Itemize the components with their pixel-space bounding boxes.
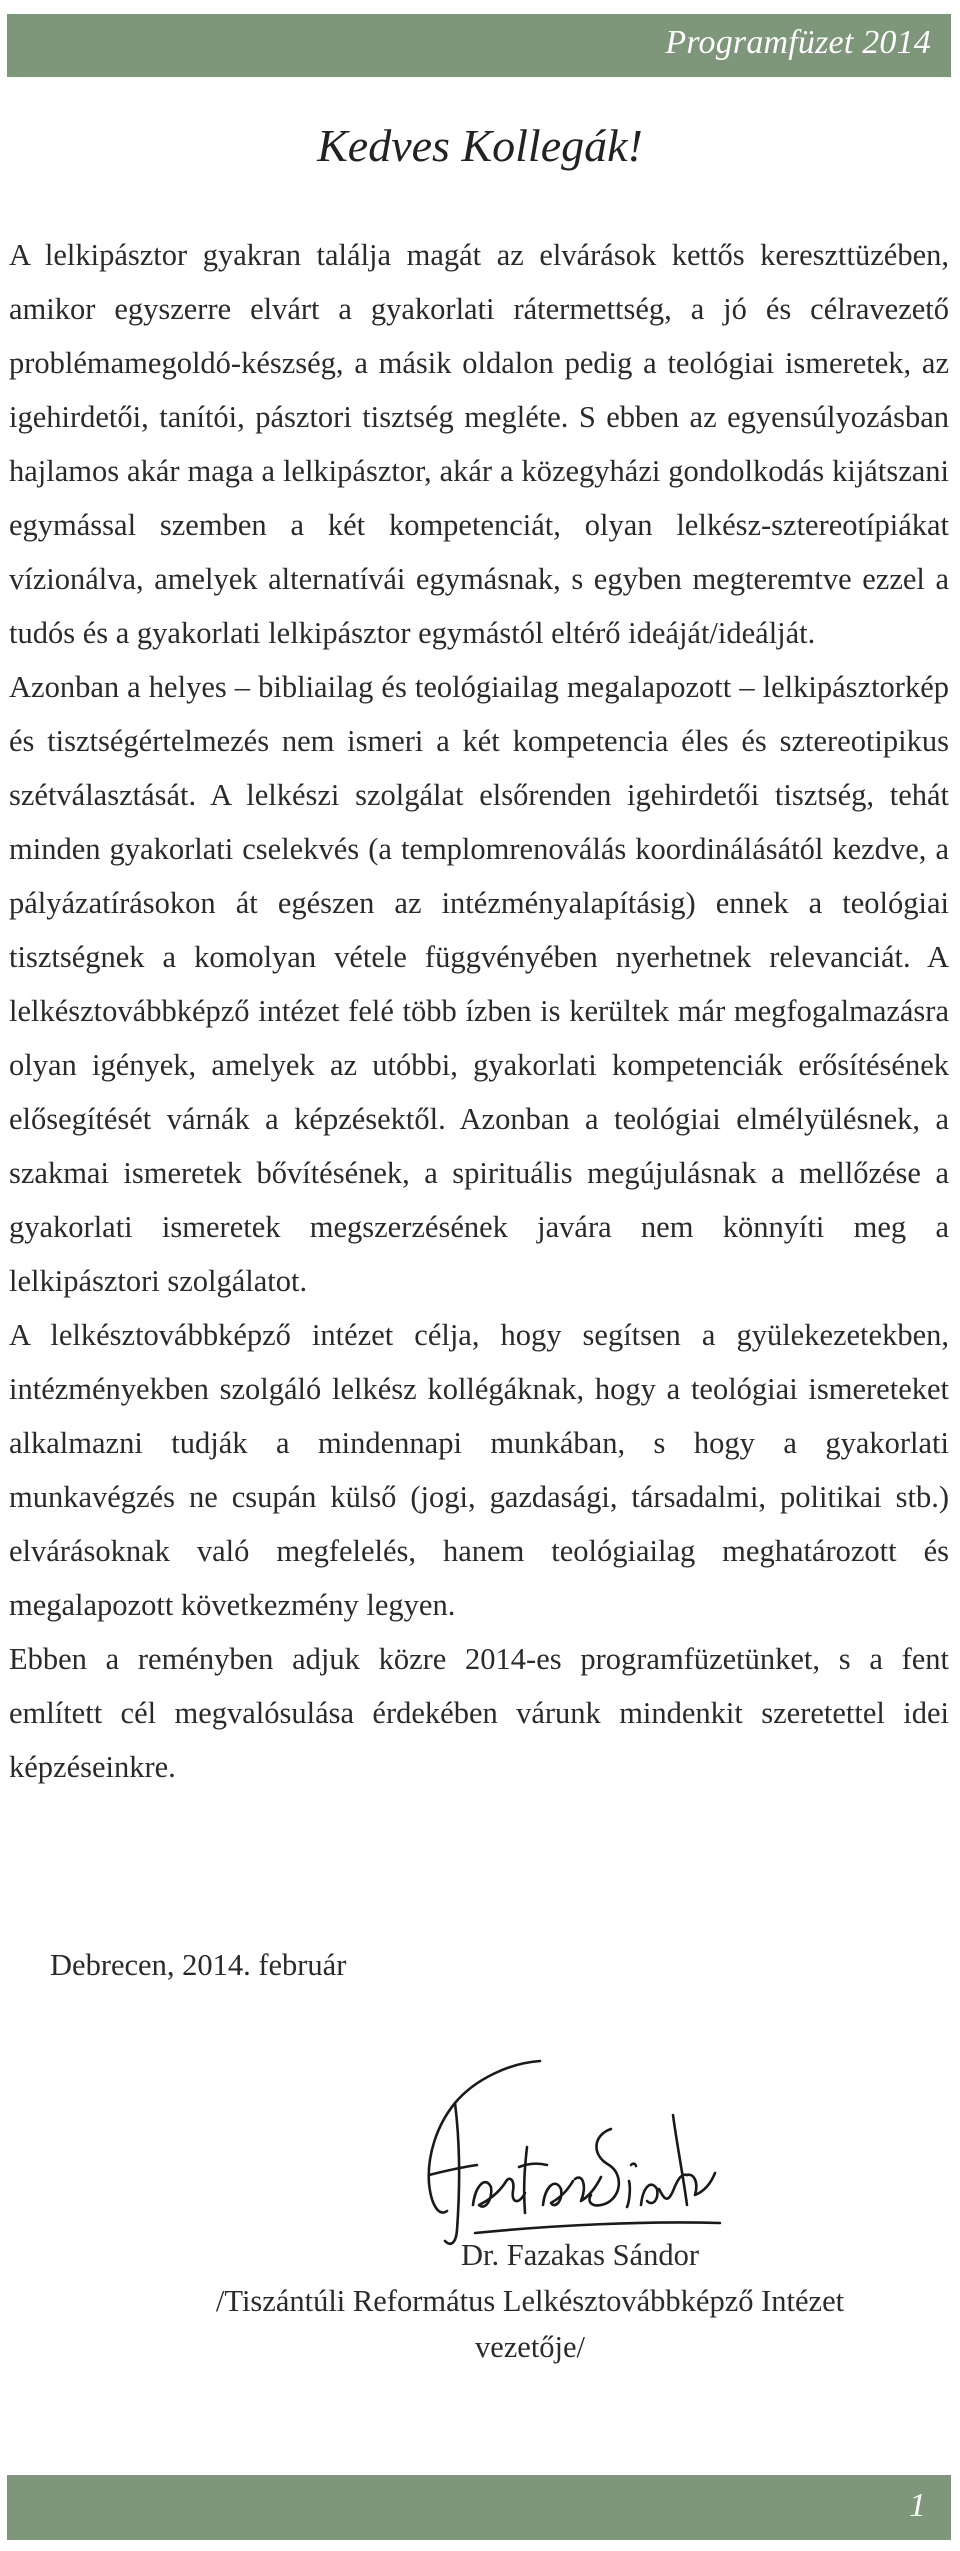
paragraph: Ebben a reményben adjuk közre 2014-es programfüzetünket, s a fent említett cél megvalósulása érdekében várunk mindenkit szeretettel idei képzéseinkre. <box>9 1642 949 1784</box>
header-title: Programfüzet 2014 <box>665 24 931 61</box>
header-bar <box>7 14 951 77</box>
handwritten-signature <box>415 2055 725 2255</box>
paragraph: A lelkésztovábbképző intézet célja, hogy segítsen a gyülekezetekben, intézményekben szolgáló lelkész kollégáknak, hogy a teológiai ismereteket alkalmazni tudják a mindennapi munkában, s hogy a gyakorlati munkavégzés ne csupán külső (jogi, gazdasági, társadalmi, politikai stb.) elvárásoknak való megfelelés, hanem teológiailag meghatározott és megalapozott következmény legyen. <box>9 1318 949 1622</box>
letter-body <box>9 228 949 1794</box>
paragraph: Azonban a helyes – bibliailag és teológiailag megalapozott – lelkipásztorkép és tisztségértelmezés nem ismeri a két kompetencia éles és sztereotipikus szétválasztását. A lelkészi szolgálat elsőrenden igehirdetői tisztség, tehát minden gyakorlati cselekvés (a templomrenoválás koordinálásától kezdve, a pályázatírásokon át egészen az intézményalapításig) ennek a teológiai tisztségnek a komolyan vétele függvényében nyerhetnek relevanciát. A lelkésztovábbképző intézet felé több ízben is kerültek már megfogalmazásra olyan igények, amelyek az utóbbi, gyakorlati kompetenciák erősítésének elősegítését várnák a képzésektől. Azonban a teológiai elmélyülésnek, a szakmai ismeretek bővítésének, a spirituális megújulásnak a mellőzése a gyakorlati ismeretek megszerzésének javára nem könnyíti meg a lelkipásztori szolgálatot. <box>9 670 949 1298</box>
signature-block <box>100 2232 960 2370</box>
signatory-name: Dr. Fazakas Sándor <box>460 2238 699 2272</box>
footer-bar <box>7 2475 951 2540</box>
page-number: 1 <box>909 2487 926 2524</box>
signatory-institution: /Tiszántúli Református Lelkésztovábbképző Intézet <box>215 2284 845 2318</box>
date-line: Debrecen, 2014. február <box>50 1948 347 1982</box>
signatory-role: vezetője/ <box>474 2330 586 2364</box>
paragraph: A lelkipásztor gyakran találja magát az elvárások kettős kereszttüzében, amikor egyszerre elvárt a gyakorlati rátermettség, a jó és célravezető problémamegoldó-készség, a másik oldalon pedig a teológiai ismeretek, az igehirdetői, tanítói, pásztori tisztség megléte. S ebben az egyensúlyozásban hajlamos akár maga a lelkipásztor, akár a közegyházi gondolkodás kijátszani egymással szemben a két kompetenciát, olyan lelkész-sztereotípiákat vízionálva, amelyek alternatívái egymásnak, s egyben megteremtve ezzel a tudós és a gyakorlati lelkipásztor egymástól eltérő ideáját/ideálját. <box>9 238 949 650</box>
greeting: Kedves Kollegák! <box>317 120 643 171</box>
